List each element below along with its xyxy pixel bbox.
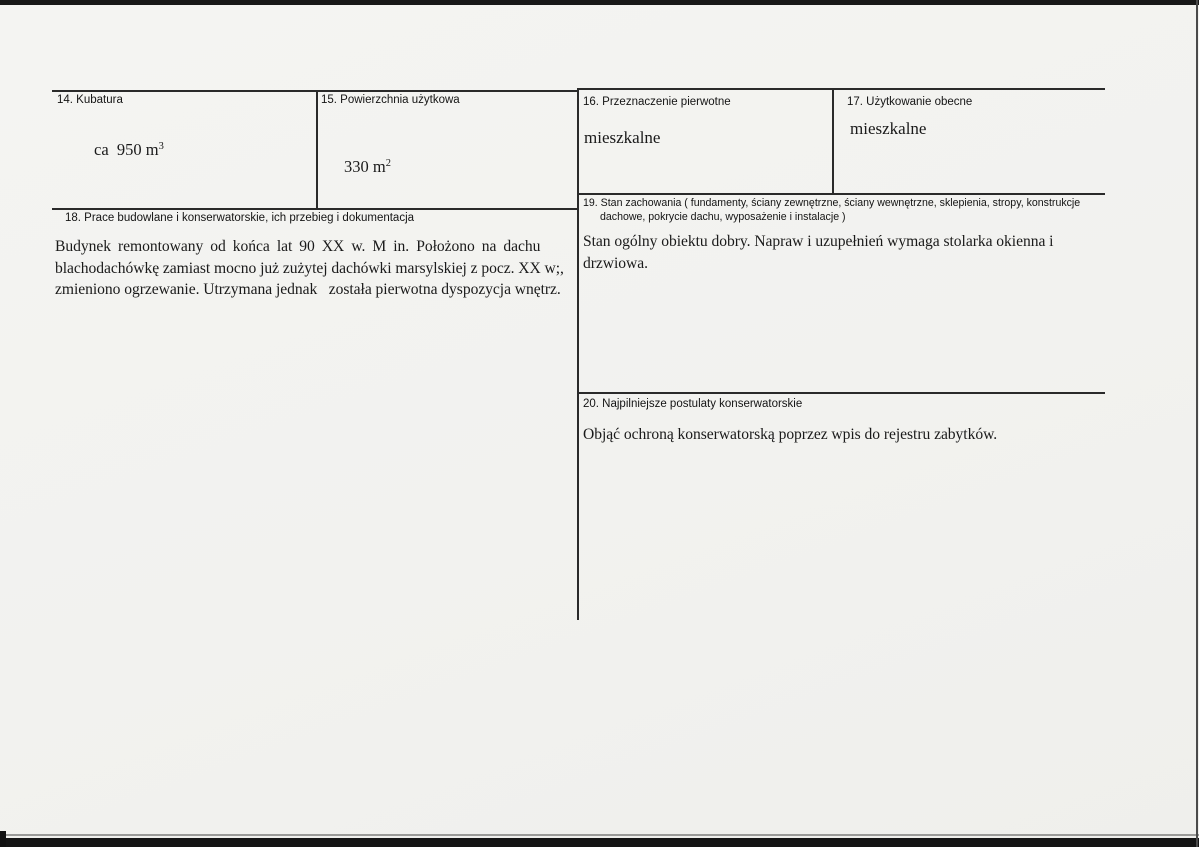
rule-field19-top [577, 193, 1105, 195]
field-18-body-line-3: zmieniono ogrzewanie. Utrzymana jednak została pierwotna dyspozycja wnętrz. [55, 281, 561, 299]
scan-edge-top [0, 0, 1199, 5]
rule-divider-center [577, 88, 579, 620]
field-14-kubatura-label: 14. Kubatura [57, 94, 123, 106]
field-18-prace-body [55, 236, 574, 301]
field-19-label-line-2: dachowe, pokrycie dachu, wyposażenie i instalacje ) [600, 210, 846, 223]
field-20-postulaty-value: Objąć ochroną konserwatorską poprzez wpis do rejestru zabytków. [583, 426, 998, 443]
field-18-prace-label: 18. Prace budowlane i konserwatorskie, ich przebieg i dokumentacja [65, 212, 415, 224]
rule-top-right-column [577, 88, 1105, 90]
rule-field20-top [577, 392, 1105, 394]
field-15-powierzchnia-value [344, 157, 391, 177]
field-14-value-text: ca 950 m [94, 140, 159, 159]
field-17-uzytkowanie-label: 17. Użytkowanie obecne [847, 96, 973, 108]
field-20-postulaty-label: 20. Najpilniejsze postulaty konserwatorskie [583, 398, 803, 410]
field-15-powierzchnia-label: 15. Powierzchnia użytkowa [321, 94, 460, 106]
field-16-przeznaczenie-value: mieszkalne [584, 128, 661, 147]
scan-edge-bottom [0, 838, 1199, 847]
scan-edge-bottom-line [0, 834, 1199, 836]
field-19-stan-label [583, 197, 1080, 224]
field-17-uzytkowanie-value: mieszkalne [850, 119, 927, 138]
field-15-value-text: 330 m [344, 157, 386, 176]
field-19-stan-body [583, 231, 1053, 275]
field-19-body-line-2: drzwiowa. [583, 255, 648, 272]
scan-edge-right [1196, 0, 1198, 847]
scan-corner-bottom-left [0, 831, 6, 847]
rule-divider-14-15 [316, 90, 318, 210]
field-15-value-superscript: 2 [385, 158, 391, 169]
field-19-label-line-1: 19. Stan zachowania ( fundamenty, ściany zewnętrzne, ściany wewnętrzne, sklepienia, stropy, konstrukcje [583, 197, 1081, 209]
field-18-body-line-1: Budynek remontowany od końca lat 90 XX w. M in. Położono na dachu [55, 238, 541, 255]
rule-divider-16-17 [832, 88, 834, 195]
field-14-value-superscript: 3 [158, 141, 164, 152]
field-18-body-line-2: blachodachówkę zamiast mocno już zużytej dachówki marsylskiej z pocz. XX w;, [55, 259, 564, 277]
field-14-kubatura-value [94, 140, 164, 160]
field-19-body-line-1: Stan ogólny obiektu dobry. Napraw i uzupełnień wymaga stolarka okienna i [583, 233, 1054, 250]
field-16-przeznaczenie-label: 16. Przeznaczenie pierwotne [583, 96, 731, 108]
